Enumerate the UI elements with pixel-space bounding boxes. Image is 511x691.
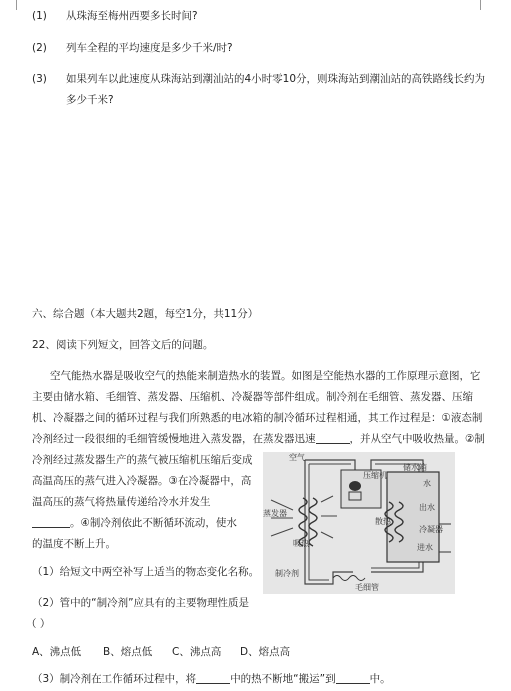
label-air: 空气	[289, 453, 305, 462]
label-outlet: 出水	[419, 503, 435, 512]
evaporator-coil	[309, 498, 317, 546]
capillary-tube	[333, 576, 365, 581]
question-22-title: 22、阅读下列短文，回答文后的问题。	[32, 339, 214, 351]
paragraph-line: 主要由储水箱、毛细管、蒸发器、压缩机、冷凝器等部件组成。制冷剂在毛细管、蒸发器、压缩	[32, 391, 473, 403]
page-corner-mark	[480, 0, 491, 10]
label-water: 水	[423, 479, 431, 488]
diagram-svg	[263, 452, 455, 594]
label-refrigerant: 制冷剂	[275, 569, 299, 578]
page-corner-mark	[6, 0, 17, 10]
section-heading: 六、综合题（本大题共2题，每空1分，共11分）	[32, 308, 259, 320]
label-evaporator: 蒸发器	[263, 509, 287, 518]
paragraph-line-with-blank: 。④制冷剂依此不断循环流动，使水	[32, 515, 237, 530]
paragraph-line: 温高压的蒸气将热量传递给冷水并发生	[32, 496, 211, 508]
option-b: B、熔点低	[103, 646, 153, 658]
sub-question-3: （3）制冷剂在工作循环过程中，将 中的热不断地“搬运”到 中。	[32, 673, 391, 685]
paragraph-line-with-blank: 冷剂经过一段很细的毛细管缓慢地进入蒸发器，在蒸发器迅速 ，并从空气中吸收热量。②制	[32, 433, 485, 445]
paragraph-line: 空气能热水器是吸收空气的热能来制造热水的装置。如图是空能热水器的工作原理示意图，它	[50, 370, 481, 382]
answer-blank[interactable]	[316, 431, 350, 444]
heat-pump-diagram	[263, 452, 455, 594]
question-3-continuation: 多少千米?	[66, 94, 114, 106]
paragraph-line: 机、冷凝器之间的循环过程与我们所熟悉的电冰箱的制冷循环过程相通，其工作过程是：①液态制	[32, 412, 483, 424]
sub-question-2-paren: （ ）	[26, 618, 51, 630]
option-c: C、沸点高	[172, 646, 222, 658]
label-condenser: 冷凝器	[419, 525, 443, 534]
label-heat-absorb: 吸热	[293, 539, 309, 548]
label-compressor: 压缩机	[363, 471, 387, 480]
paragraph-line: 高温高压的蒸气进入冷凝器。③在冷凝器中，高	[32, 475, 252, 487]
answer-blank[interactable]	[336, 671, 370, 684]
label-tank: 储水箱	[403, 463, 427, 472]
label-inlet: 进水	[417, 543, 433, 552]
answer-blank[interactable]	[32, 515, 70, 528]
question-2: (2) 列车全程的平均速度是多少千米/时?	[32, 42, 233, 54]
sub-question-1: （1）给短文中两空补写上适当的物态变化名称。	[32, 566, 260, 578]
option-a: A、沸点低	[32, 646, 82, 658]
paragraph-line: 冷剂经过蒸发器生产的蒸气被压缩机压缩后变成	[32, 454, 253, 466]
label-capillary: 毛细管	[355, 583, 379, 592]
paragraph-line: 的温度不断上升。	[32, 538, 116, 550]
sub-question-2: （2）管中的“制冷剂”应具有的主要物理性质是	[32, 597, 250, 609]
label-heat-release: 散热	[375, 517, 391, 526]
question-3: (3) 如果列车以此速度从珠海站到潮汕站的4小时零10分，则珠海站到潮汕站的高铁路线长约为	[32, 73, 486, 85]
compressor-icon	[349, 481, 361, 491]
option-d: D、熔点高	[240, 646, 291, 658]
question-1: (1) 从珠海至梅州西要多长时间?	[32, 10, 198, 22]
answer-blank[interactable]	[196, 671, 230, 684]
